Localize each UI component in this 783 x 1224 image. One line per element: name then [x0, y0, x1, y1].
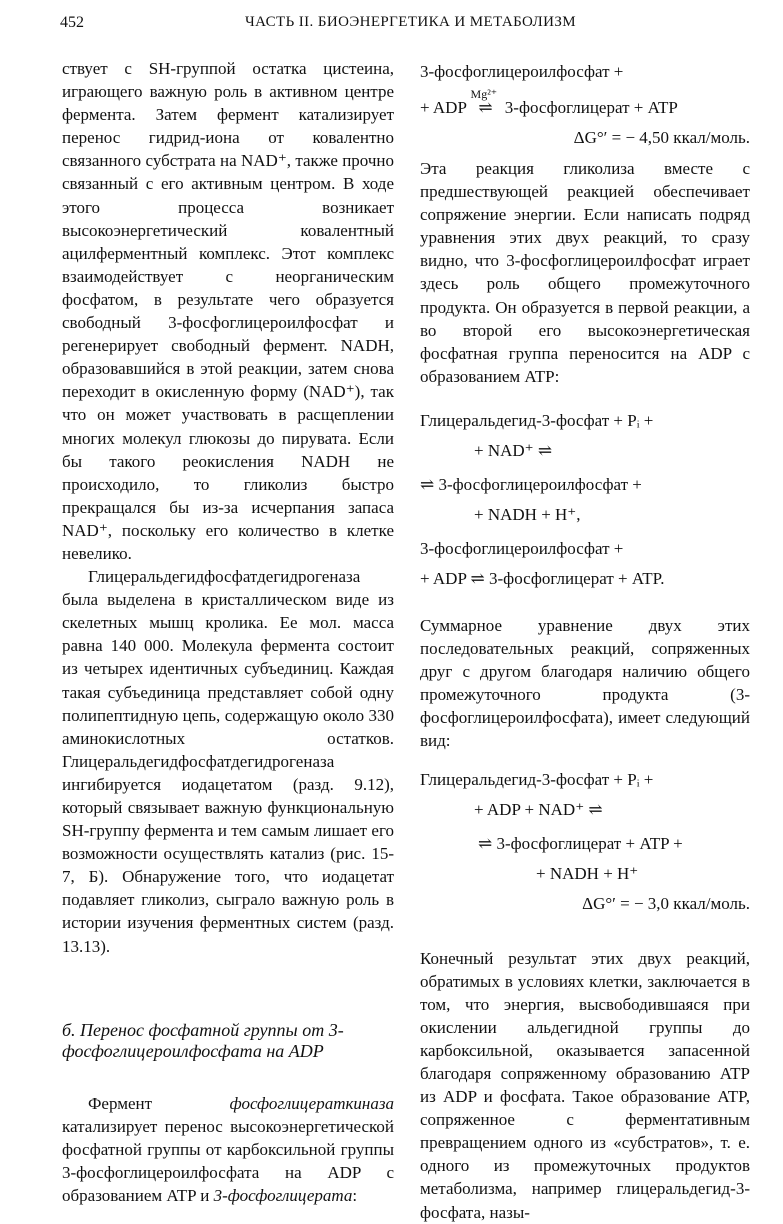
left-column — [62, 57, 394, 1207]
enzyme-name: фосфоглицераткиназа — [229, 1093, 394, 1113]
equation-line: 3-фосфоглицероилфосфат + — [420, 538, 624, 558]
equation-line — [420, 87, 750, 123]
equation-2 — [420, 406, 750, 594]
product-name: 3-фосфоглицерата — [213, 1186, 353, 1206]
running-head: ЧАСТЬ II. БИОЭНЕРГЕТИКА И МЕТАБОЛИЗМ — [245, 14, 576, 30]
equation-line: 3-фосфоглицероилфосфат + — [420, 62, 624, 81]
catalyst-arrow — [470, 87, 501, 123]
section-heading: б. Перенос фосфатной группы от 3-фосфоглицероилфосфата на ADP — [62, 1019, 344, 1061]
page-number: 452 — [60, 14, 84, 31]
paragraph: Конечный результат этих двух реакций, обратимых в условиях клетки, заключается в том, что энергия, высвободившаяся при окислении альдегидной группы до карбоксильной, оказывается запасенной благодаря сопряженному образованию ATP из ADP и фосфата. Такое образование ATP, сопряженное с ферментативным превращением одного из «субстратов», т. е. одного из промежуточных продуктов метаболизма, например глицеральдегид-3-фосфата, назы- — [420, 948, 750, 1222]
text-run: Фермент — [88, 1093, 230, 1113]
equation-text: + ADP — [420, 98, 471, 117]
equation-line: + NADH + H⁺ — [536, 863, 639, 883]
text-run: : — [352, 1186, 358, 1206]
paragraph: ствует с SH-группой остатка цистеина, играющего важную роль в активном центре фермента. Затем фермент катализирует перенос гидрид-иона от ковалентно связанного субстрата на NAD⁺, также прочно связанный с его активным центром. В ходе этого процесса возникает высокоэнергетический ковалентный ацилферментный комплекс. Этот комплекс взаимодействует с неорганическим фосфатом, в результате чего образуется свободный 3-фосфоглицероилфосфат и регенерирует свободный фермент. NADH, образовавшийся в этой реакции, затем снова переходит в окисленную форму (NAD⁺), так что он может участвовать в расщеплении многих молекул глюкозы до пирувата. Если бы такого реокисления NADH не происходило, то гликолиз быстро прекращался бы из-за исчерпания запаса NAD⁺, поскольку его количество в клетке невелико. — [62, 59, 394, 563]
equation-line: + NADH + H⁺, — [474, 504, 581, 524]
equation-3 — [420, 765, 750, 919]
equation-line: + ADP + NAD⁺ ⇌ — [474, 799, 603, 819]
paragraph — [62, 1092, 394, 1207]
equation-line: Глицеральдегид-3-фосфат + Pᵢ + — [420, 410, 654, 430]
equation-line: Глицеральдегид-3-фосфат + Pᵢ + — [420, 769, 654, 789]
equation-line: ⇌ 3-фосфоглицероилфосфат + — [420, 474, 642, 494]
equation-line: + NAD⁺ ⇌ — [474, 440, 553, 460]
catalyst-label: Mg²⁺ — [470, 87, 498, 101]
equation-text: 3-фосфоглицерат + ATP — [500, 98, 678, 117]
free-energy: ΔG°′ = − 4,50 ккал/моль. — [573, 128, 750, 147]
text-run: катализирует перенос высокоэнергетической фосфатной группы от карбоксильной группы 3-фосфоглицероилфосфата на ADP с образованием ATP и — [62, 1116, 394, 1206]
equilibrium-arrow: ⇌ — [478, 98, 493, 117]
free-energy: ΔG°′ = − 3,0 ккал/моль. — [582, 893, 750, 913]
right-column — [420, 57, 750, 1224]
paragraph: Глицеральдегидфосфатдегидрогеназа была выделена в кристаллическом виде из скелетных мышц кролика. Ее мол. масса равна 140 000. Молекула фермента состоит из четырех идентичных субъединиц. Каждая такая субъединица представляет собой одну полипептидную цепь, содержащую около 330 аминокислотных остатков. Глицеральдегидфосфатдегидрогеназа ингибируется иодацетатом (разд. 9.12), который связывает важную функциональную SH-группу фермента и тем самым лишает его возможности осуществлять катализ (рис. 15-7, Б). Обнаружение того, что иодацетат подавляет гликолиз, сыграло важную роль в истории изучения ферментных систем (разд. 13.13). — [62, 567, 394, 956]
paragraph: Эта реакция гликолиза вместе с предшествующей реакцией обеспечивает сопряжение энергии. Если написать подряд уравнения этих двух реакций, то сразу видно, что 3-фосфоглицероилфосфат играет здесь роль общего промежуточного продукта. Он образуется в первой реакции, а во второй его высокоэнергетическая фосфатная группа переносится на ADP с образованием ATP: — [420, 159, 750, 386]
paragraph: Суммарное уравнение двух этих последовательных реакций, сопряженных друг с другом благодаря наличию общего промежуточного продукта (3-фосфоглицероилфосфата), имеет следующий вид: — [420, 615, 750, 751]
equation-line: ⇌ 3-фосфоглицерат + ATP + — [478, 833, 683, 853]
equation-1 — [420, 57, 750, 153]
equation-line: + ADP ⇌ 3-фосфоглицерат + ATP. — [420, 568, 665, 588]
